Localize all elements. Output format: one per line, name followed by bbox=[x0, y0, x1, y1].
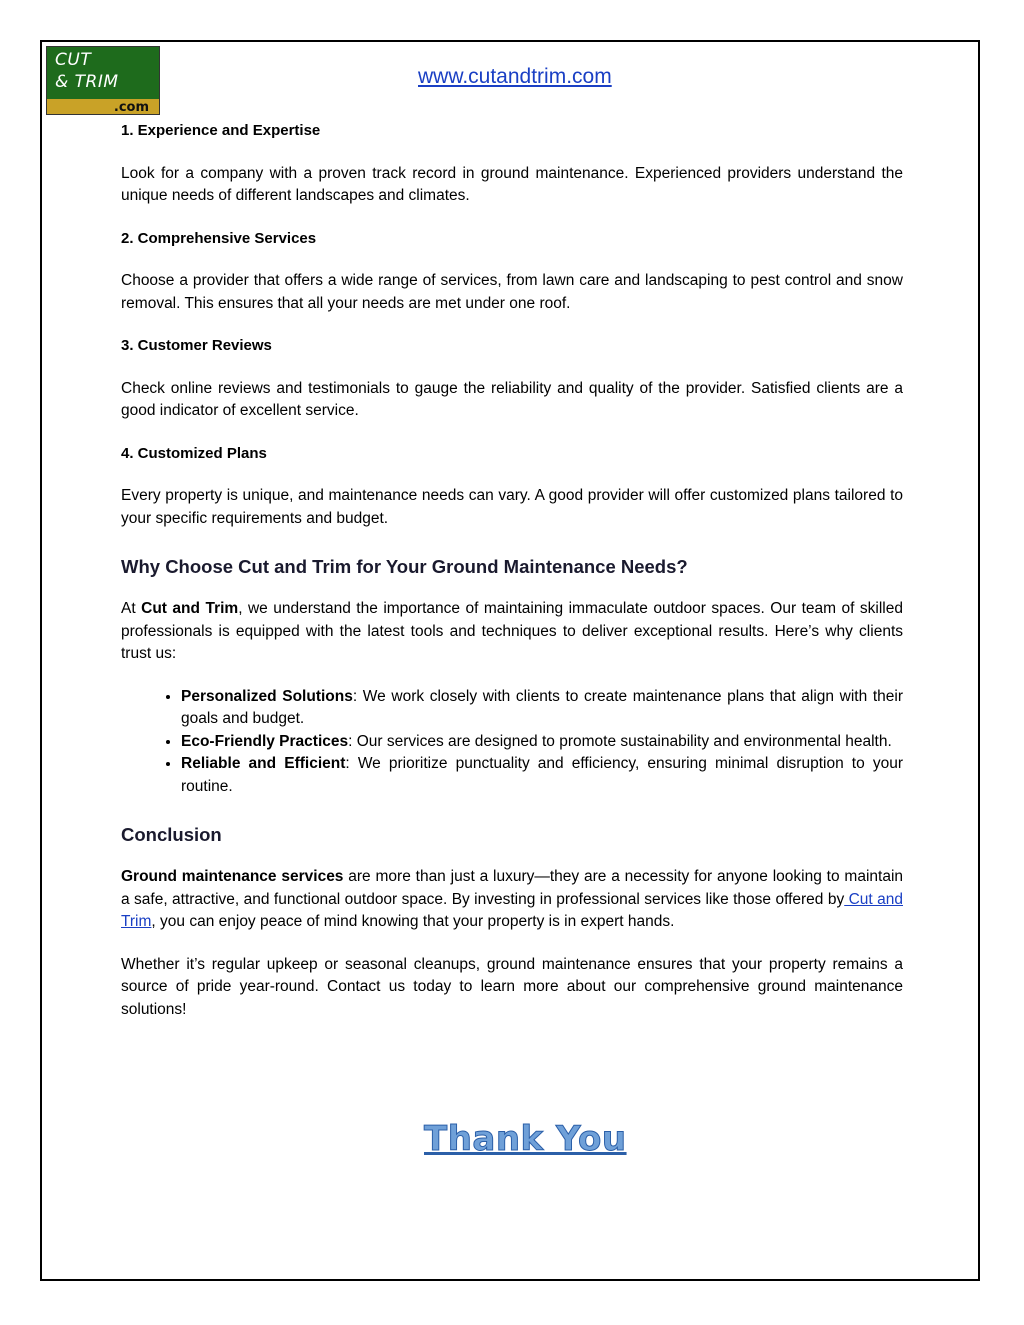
section-3-body: Check online reviews and testimonials to gauge the reliability and quality of the provider. Satisfied clients are a good indicator of excellent service. bbox=[121, 379, 903, 419]
reason-2-text: : Our services are designed to promote sustainability and environmental health. bbox=[348, 732, 892, 750]
thank-you-graphic: Thank You bbox=[424, 1119, 627, 1159]
section-3-title: 3. Customer Reviews bbox=[121, 337, 272, 354]
logo-text-domain: .com bbox=[113, 100, 149, 115]
cut-and-trim-logo[interactable] bbox=[46, 46, 160, 115]
reason-3-text: : We prioritize punctuality and efficiency, ensuring minimal disruption to your routine. bbox=[181, 755, 904, 795]
conclusion-bold-lead: Ground maintenance services bbox=[121, 868, 344, 885]
document-body bbox=[121, 120, 903, 1021]
intro-post: , we understand the importance of maintaining immaculate outdoor spaces. Our team of skilled professionals is equipped with the latest tools and techniques to deliver exceptional results. Here’s why clients trust us: bbox=[121, 600, 903, 662]
list-item bbox=[181, 731, 903, 754]
conclusion-text-end: , you can enjoy peace of mind knowing that your property is in expert hands. bbox=[151, 913, 675, 930]
logo-text-line2: & TRIM bbox=[55, 72, 119, 92]
section-2-title: 2. Comprehensive Services bbox=[121, 229, 317, 247]
logo-text-line1: CUT bbox=[55, 50, 92, 70]
intro-company-name: Cut and Trim bbox=[141, 600, 239, 617]
intro-pre: At bbox=[121, 600, 142, 617]
section-1-body: Look for a company with a proven track record in ground maintenance. Experienced providers understand the unique needs of different landscapes and climates. bbox=[121, 164, 903, 204]
conclusion-paragraph-2: Whether it’s regular upkeep or seasonal cleanups, ground maintenance ensures that your property remains a source of pride year-round. Contact us today to learn more about our comprehensive ground maintenance solutions! bbox=[121, 955, 903, 1018]
why-choose-intro bbox=[121, 598, 903, 666]
conclusion-heading: Conclusion bbox=[121, 824, 222, 845]
website-link[interactable]: www.cutandtrim.com bbox=[418, 65, 612, 88]
section-4-body: Every property is unique, and maintenance needs can vary. A good provider will offer customized plans tailored to your specific requirements and budget. bbox=[121, 487, 903, 527]
section-4-title: 4. Customized Plans bbox=[121, 444, 267, 462]
list-item bbox=[181, 686, 903, 731]
reason-2-title: Eco-Friendly Practices bbox=[181, 732, 349, 750]
section-1-title: 1. Experience and Expertise bbox=[121, 122, 321, 139]
reason-1-title: Personalized Solutions bbox=[181, 687, 353, 705]
reason-1-text: : We work closely with clients to create maintenance plans that align with their goals and budget. bbox=[181, 687, 904, 727]
list-item bbox=[181, 753, 903, 798]
why-choose-heading: Why Choose Cut and Trim for Your Ground Maintenance Needs? bbox=[121, 556, 688, 577]
reason-3-title: Reliable and Efficient bbox=[181, 755, 346, 772]
cut-and-trim-link[interactable]: Cut and Trim bbox=[121, 890, 903, 930]
conclusion-text: are more than just a luxury—they are a necessity for anyone looking to maintain a safe, attractive, and functional outdoor space. By investing in professional services like those offered by bbox=[121, 868, 904, 908]
section-2-body: Choose a provider that offers a wide range of services, from lawn care and landscaping to pest control and snow removal. This ensures that all your needs are met under one roof. bbox=[121, 272, 903, 312]
conclusion-paragraph-1 bbox=[121, 866, 903, 934]
reasons-list bbox=[121, 686, 903, 799]
